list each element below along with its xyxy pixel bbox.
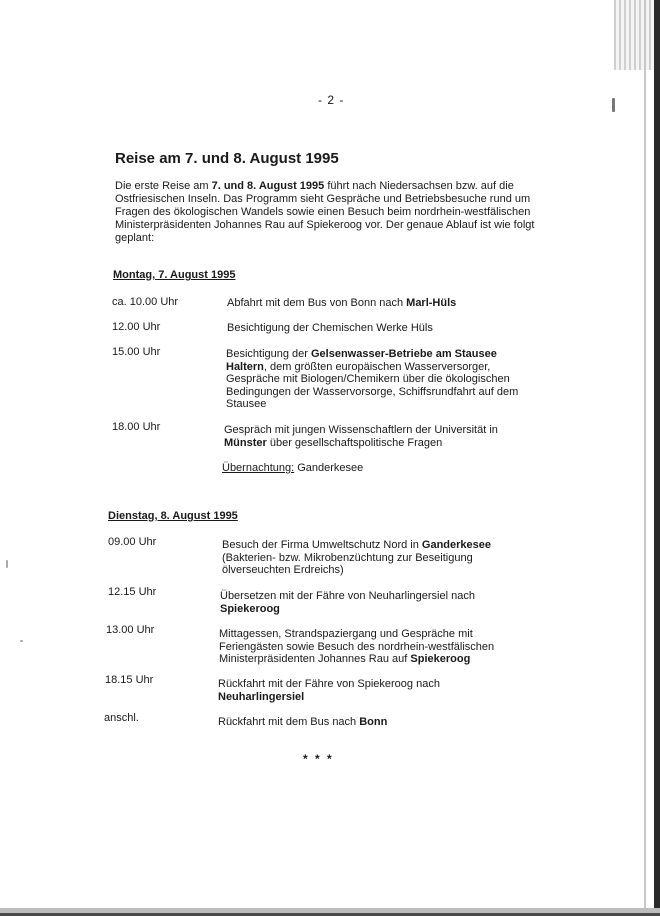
schedule-description: Gespräch mit jungen Wissenschaftlern der Universität in Münster über gesellschaftspolitische Fragen (224, 424, 498, 449)
scan-artifact-right-edge (654, 0, 660, 916)
schedule-time: 09.00 Uhr (108, 536, 157, 548)
schedule-description: Mittagessen, Strandspaziergang und Gespräche mit Feriengästen sowie Besuch des nordrhein-westfälischen Ministerpräsidenten Johannes Rau auf Spiekeroog (219, 628, 495, 665)
day-heading-tuesday: Dienstag, 8. August 1995 (108, 510, 238, 522)
schedule-time: 18.00 Uhr (112, 421, 161, 433)
scan-artifact-edge-line (644, 0, 646, 916)
day-heading-monday: Montag, 7. August 1995 (113, 269, 236, 281)
scan-speck (612, 98, 615, 112)
schedule-time: 12.00 Uhr (112, 321, 161, 333)
document-title: Reise am 7. und 8. August 1995 (115, 150, 339, 167)
schedule-time: anschl. (104, 712, 139, 724)
page-number: - 2 - (318, 93, 345, 107)
intro-paragraph: Die erste Reise am 7. und 8. August 1995 führt nach Niedersachsen bzw. auf die Ostfriesischen Inseln. Das Programm sieht Gespräche und Betriebsbesuche rund um Fragen des ökologischen Wandels sowie einen Besuch beim nordrhein-westfälischen Ministerpräsidenten Johannes Rau auf Spiekeroog vor. Der genaue Ablauf ist wie folgt geplant: (115, 180, 535, 244)
schedule-time: ca. 10.00 Uhr (112, 296, 179, 308)
schedule-time: 13.00 Uhr (106, 624, 155, 636)
schedule-time: 12.15 Uhr (108, 586, 157, 598)
schedule-description: Rückfahrt mit dem Bus nach Bonn (218, 716, 388, 728)
schedule-description: Besichtigung der Chemischen Werke Hüls (227, 322, 433, 334)
schedule-description: Übersetzen mit der Fähre von Neuharlingersiel nach Spiekeroog (220, 590, 475, 615)
scan-speck (6, 560, 8, 568)
scan-speck (20, 640, 23, 642)
schedule-description: Rückfahrt mit der Fähre von Spiekeroog nach Neuharlingersiel (218, 678, 440, 703)
schedule-description: Besichtigung der Gelsenwasser-Betriebe am Stausee Haltern, dem größten europäischen Wasserversorger, Gespräche mit Biologen/Chemikern über die ökologischen Bedingungen der Wasservorsorge, Schiffsrundfahrt auf dem Stausee (226, 348, 519, 410)
schedule-description: Abfahrt mit dem Bus von Bonn nach Marl-Hüls (227, 297, 457, 309)
schedule-description: Besuch der Firma Umweltschutz Nord in Ganderkesee (Bakterien- bzw. Mikrobenzüchtung zur Beseitigung ölverseuchten Erdreichs) (222, 539, 492, 576)
schedule-time: 15.00 Uhr (112, 346, 161, 358)
overnight-note: Übernachtung: Ganderkesee (222, 462, 364, 474)
schedule-time: 18.15 Uhr (105, 674, 154, 686)
end-mark: * * * (303, 752, 334, 766)
